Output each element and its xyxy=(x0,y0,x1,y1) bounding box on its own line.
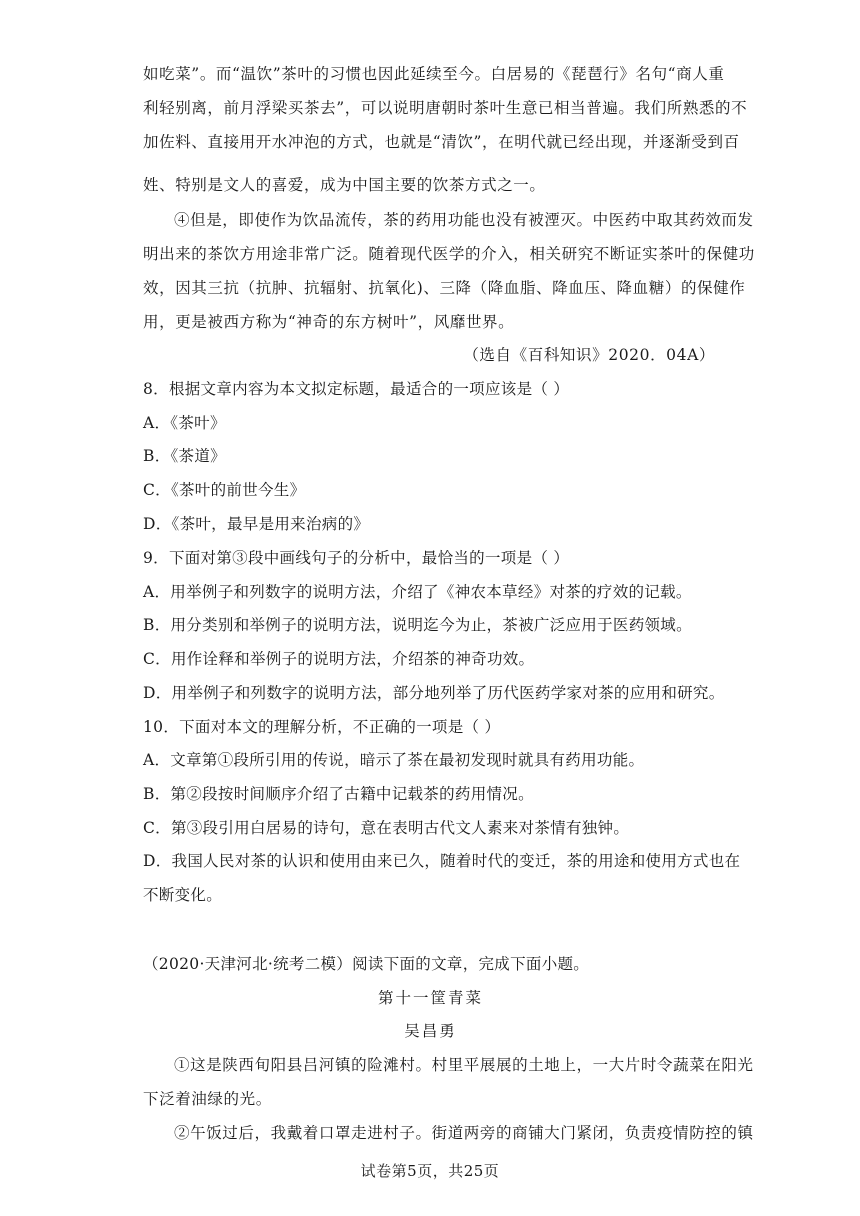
question-8-option-d: D．《茶叶，最早是用来治病的》 xyxy=(143,515,370,533)
question-9-option-b: B．用分类别和举例子的说明方法，说明迄今为止，茶被广泛应用于医药领域。 xyxy=(143,616,692,634)
paragraph-4-line: 明出来的茶饮方用途非常广泛。随着现代医学的介入，相关研究不断证实茶叶的保健功 xyxy=(143,245,755,263)
passage-line: 利轻别离，前月浮梁买茶去”，可以说明唐朝时茶叶生意已相当普遍。我们所熟悉的不 xyxy=(143,99,748,117)
question-8-option-c: C．《茶叶的前世今生》 xyxy=(143,481,306,499)
question-8-option-a: A．《茶叶》 xyxy=(143,414,226,432)
question-10-option-a: A．文章第①段所引用的传说，暗示了茶在最初发现时就具有药用功能。 xyxy=(143,751,645,769)
passage-line: 如吃菜”。而“温饮”茶叶的习惯也因此延续至今。白居易的《琵琶行》名句“商人重 xyxy=(143,65,725,83)
paragraph-4-line: ④但是，即使作为饮品流传，茶的药用功能也没有被湮灭。中医药中取其药效而发 xyxy=(174,211,754,229)
question-8-stem: 8．根据文章内容为本文拟定标题，最适合的一项应该是（ ） xyxy=(143,380,570,398)
question-10-option-d-cont: 不断变化。 xyxy=(143,886,223,904)
source-citation: （选自《百科知识》2020．04A） xyxy=(463,346,715,364)
passage-2-intro: （2020·天津河北·统考二模）阅读下面的文章，完成下面小题。 xyxy=(143,955,590,973)
passage-2-paragraph-1-cont: 下泛着油绿的光。 xyxy=(143,1090,272,1108)
question-9-option-c: C．用作诠释和举例子的说明方法，介绍茶的神奇功效。 xyxy=(143,650,535,668)
question-9-option-d: D．用举例子和列数字的说明方法，部分地列举了历代医药学家对茶的应用和研究。 xyxy=(143,684,725,702)
passage-line: 姓、特别是文人的喜爱，成为中国主要的饮茶方式之一。 xyxy=(143,176,546,194)
question-10-option-b: B．第②段按时间顺序介绍了古籍中记载茶的药用情况。 xyxy=(143,785,534,803)
passage-2-author: 吴昌勇 xyxy=(404,1022,457,1040)
passage-line: 加佐料、直接用开水冲泡的方式，也就是“清饮”，在明代就已经出现，并逐渐受到百 xyxy=(143,133,740,151)
passage-2-paragraph-1: ①这是陕西旬阳县吕河镇的险滩村。村里平展展的土地上，一大片时令蔬菜在阳光 xyxy=(174,1056,754,1074)
passage-2-paragraph-2: ②午饭过后，我戴着口罩走进村子。街道两旁的商铺大门紧闭，负责疫情防控的镇 xyxy=(174,1124,754,1142)
paragraph-4-line: 效，因其三抗（抗肿、抗辐射、抗氧化)、三降（降血脂、降血压、降血糖）的保健作 xyxy=(143,279,746,297)
question-10-stem: 10．下面对本文的理解分析，不正确的一项是（ ） xyxy=(143,718,501,736)
question-8-option-b: B．《茶道》 xyxy=(143,447,226,465)
question-10-option-c: C．第③段引用白居易的诗句，意在表明古代文人素来对茶情有独钟。 xyxy=(143,819,630,837)
question-10-option-d: D．我国人民对茶的认识和使用由来已久，随着时代的变迁，茶的用途和使用方式也在 xyxy=(143,852,741,870)
paragraph-4-line: 用，更是被西方称为“神奇的东方树叶”，风靡世界。 xyxy=(143,313,515,331)
question-9-option-a: A．用举例子和列数字的说明方法，介绍了《神农本草经》对茶的疗效的记载。 xyxy=(143,583,692,601)
passage-2-title: 第十一筐青菜 xyxy=(377,989,483,1007)
question-9-stem: 9．下面对第③段中画线句子的分析中，最恰当的一项是（ ） xyxy=(143,549,570,567)
page-footer: 试卷第5页，共25页 xyxy=(360,1162,500,1180)
